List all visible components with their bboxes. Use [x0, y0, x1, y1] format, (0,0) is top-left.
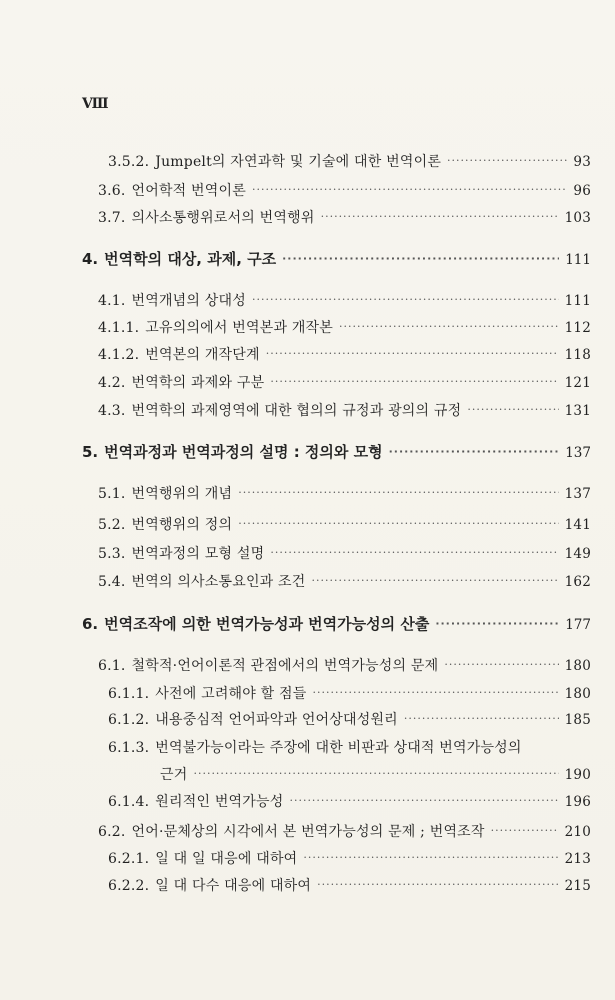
toc-entry-title: 번역학의 과제와 구분	[131, 375, 265, 391]
toc-entry-page: 180	[564, 658, 591, 674]
toc-entry-page: 210	[564, 824, 591, 840]
leader-dots	[266, 344, 559, 364]
toc-entry-page: 180	[564, 686, 591, 702]
toc-entry	[108, 710, 591, 731]
toc-entry-title: 일 대 다수 대응에 대하여	[155, 878, 312, 894]
toc-entry-page: 111	[564, 293, 591, 309]
toc-entry-title: 사전에 고려해야 할 점들	[155, 686, 307, 702]
leader-dots	[404, 709, 559, 729]
toc-entry-page: 118	[564, 347, 591, 363]
toc-entry-page: 141	[564, 517, 591, 533]
toc-chapter-title: 번역과정과 번역과정의 설명 : 정의와 모형	[104, 443, 383, 461]
toc-chapter	[82, 249, 591, 271]
toc-entry-title: 원리적인 번역가능성	[155, 794, 284, 810]
leader-dots	[252, 180, 567, 200]
toc-entry-number: 6.1.	[98, 658, 126, 674]
leader-dots	[270, 372, 558, 392]
leader-dots	[270, 543, 558, 563]
toc-chapter-title: 번역조작에 의한 번역가능성과 번역가능성의 산출	[104, 615, 430, 633]
leader-dots	[289, 791, 558, 811]
toc-entry	[98, 401, 591, 422]
toc-entry	[98, 208, 591, 229]
toc-entry-page: 93	[573, 154, 591, 170]
toc-chapter	[82, 442, 591, 464]
leader-dots	[444, 655, 558, 675]
toc-chapter	[82, 614, 591, 636]
toc-entry-title: 번역불가능이라는 주장에 대한 비판과 상대적 번역가능성의	[155, 740, 522, 756]
toc-entry	[108, 849, 591, 870]
toc-entry	[108, 738, 591, 758]
page-folio: Ⅷ	[82, 96, 110, 112]
toc-entry	[98, 291, 591, 312]
toc-entry-page: 112	[564, 320, 591, 336]
toc-entry-title: 번역의 의사소통요인과 조건	[131, 574, 306, 590]
toc-entry-title: 철학적·언어이론적 관점에서의 번역가능성의 문제	[131, 658, 439, 674]
toc-entry	[98, 515, 591, 536]
toc-entry-title: 언어·문체상의 시각에서 본 번역가능성의 문제 ; 번역조작	[131, 824, 485, 840]
leader-dots	[238, 514, 558, 534]
toc-entry-page: 103	[564, 210, 591, 226]
leader-dots	[317, 875, 559, 895]
toc-entry-page: 196	[564, 794, 591, 810]
toc-entry-number: 3.5.2.	[108, 154, 150, 170]
toc-entry-page: 190	[564, 767, 591, 783]
toc-entry-number: 6.1.4.	[108, 794, 150, 810]
toc-entry	[98, 822, 591, 843]
toc-chapter-page: 177	[565, 617, 591, 633]
toc-entry-title-continuation: 근거	[160, 767, 188, 783]
toc-chapter-number: 5.	[82, 443, 99, 461]
leader-dots	[312, 571, 559, 591]
toc-entry-number: 5.2.	[98, 517, 126, 533]
leader-dots	[321, 207, 559, 227]
toc-entry-number: 4.1.	[98, 293, 126, 309]
toc-entry	[98, 345, 591, 366]
toc-entry	[108, 876, 591, 897]
toc-entry-page: 96	[573, 183, 591, 199]
leader-dots	[389, 442, 560, 462]
toc-entry-page: 131	[564, 403, 591, 419]
toc-entry	[98, 373, 591, 394]
toc-entry-number: 6.1.2.	[108, 712, 150, 728]
toc-entry-number: 6.2.	[98, 824, 126, 840]
toc-entry	[98, 318, 591, 339]
toc-entry-page: 121	[564, 375, 591, 391]
toc-entry-number: 5.3.	[98, 546, 126, 562]
toc-entry-number: 4.2.	[98, 375, 126, 391]
toc-entry-title: 일 대 일 대응에 대하여	[155, 851, 298, 867]
toc-entry	[108, 684, 591, 705]
leader-dots	[238, 483, 558, 503]
toc-entry-page: 185	[564, 712, 591, 728]
toc-entry-number: 6.2.2.	[108, 878, 150, 894]
toc-entry-continuation	[160, 765, 591, 786]
toc-chapter-number: 6.	[82, 615, 99, 633]
toc-entry-number: 4.1.1.	[98, 320, 140, 336]
toc-chapter-page: 137	[565, 445, 591, 461]
toc-entry-title: 번역학의 과제영역에 대한 협의의 규정과 광의의 규정	[131, 403, 462, 419]
leader-dots	[491, 821, 559, 841]
toc-entry-title: 내용중심적 언어파악과 언어상대성원리	[155, 712, 398, 728]
toc-entry-title: 번역행위의 개념	[131, 486, 233, 502]
leader-dots	[447, 151, 567, 171]
leader-dots	[467, 400, 558, 420]
toc-entry	[108, 792, 591, 813]
toc-entry-page: 162	[564, 574, 591, 590]
toc-entry-title: Jumpelt의 자연과학 및 기술에 대한 번역이론	[155, 154, 442, 170]
leader-dots	[312, 683, 558, 703]
toc-entry-title: 번역개념의 상대성	[131, 293, 246, 309]
toc-entry-number: 5.1.	[98, 486, 126, 502]
toc-entry-number: 6.1.3.	[108, 740, 150, 756]
toc-entry	[98, 572, 591, 593]
toc-entry-number: 4.1.2.	[98, 347, 140, 363]
leader-dots	[193, 764, 558, 784]
toc-chapter-page: 111	[565, 252, 591, 268]
toc-entry	[98, 544, 591, 565]
toc-entry	[98, 181, 591, 202]
toc-entry-title: 고유의의에서 번역본과 개작본	[145, 320, 333, 336]
toc-entry-page: 137	[564, 486, 591, 502]
leader-dots	[339, 317, 559, 337]
leader-dots	[435, 614, 559, 634]
leader-dots	[303, 848, 558, 868]
toc-chapter-number: 4.	[82, 250, 99, 268]
toc-entry-title: 번역과정의 모형 설명	[131, 546, 265, 562]
toc-entry-page: 215	[564, 878, 591, 894]
toc-entry-number: 5.4.	[98, 574, 126, 590]
toc-entry-number: 4.3.	[98, 403, 126, 419]
leader-dots	[252, 290, 559, 310]
toc-chapter-title: 번역학의 대상, 과제, 구조	[104, 250, 277, 268]
toc-entry-number: 3.6.	[98, 183, 126, 199]
toc-entry	[98, 484, 591, 505]
toc-entry-title: 의사소통행위로서의 번역행위	[131, 210, 315, 226]
leader-dots	[282, 249, 559, 269]
toc-entry-number: 6.1.1.	[108, 686, 150, 702]
toc-entry	[108, 152, 591, 173]
toc-entry-title: 언어학적 번역이론	[131, 183, 246, 199]
toc-entry-page: 149	[564, 546, 591, 562]
toc-entry-page: 213	[564, 851, 591, 867]
toc-entry-title: 번역본의 개작단계	[145, 347, 260, 363]
toc-entry-number: 3.7.	[98, 210, 126, 226]
toc-entry-number: 6.2.1.	[108, 851, 150, 867]
toc-entry-title: 번역행위의 정의	[131, 517, 233, 533]
toc-entry	[98, 656, 591, 677]
